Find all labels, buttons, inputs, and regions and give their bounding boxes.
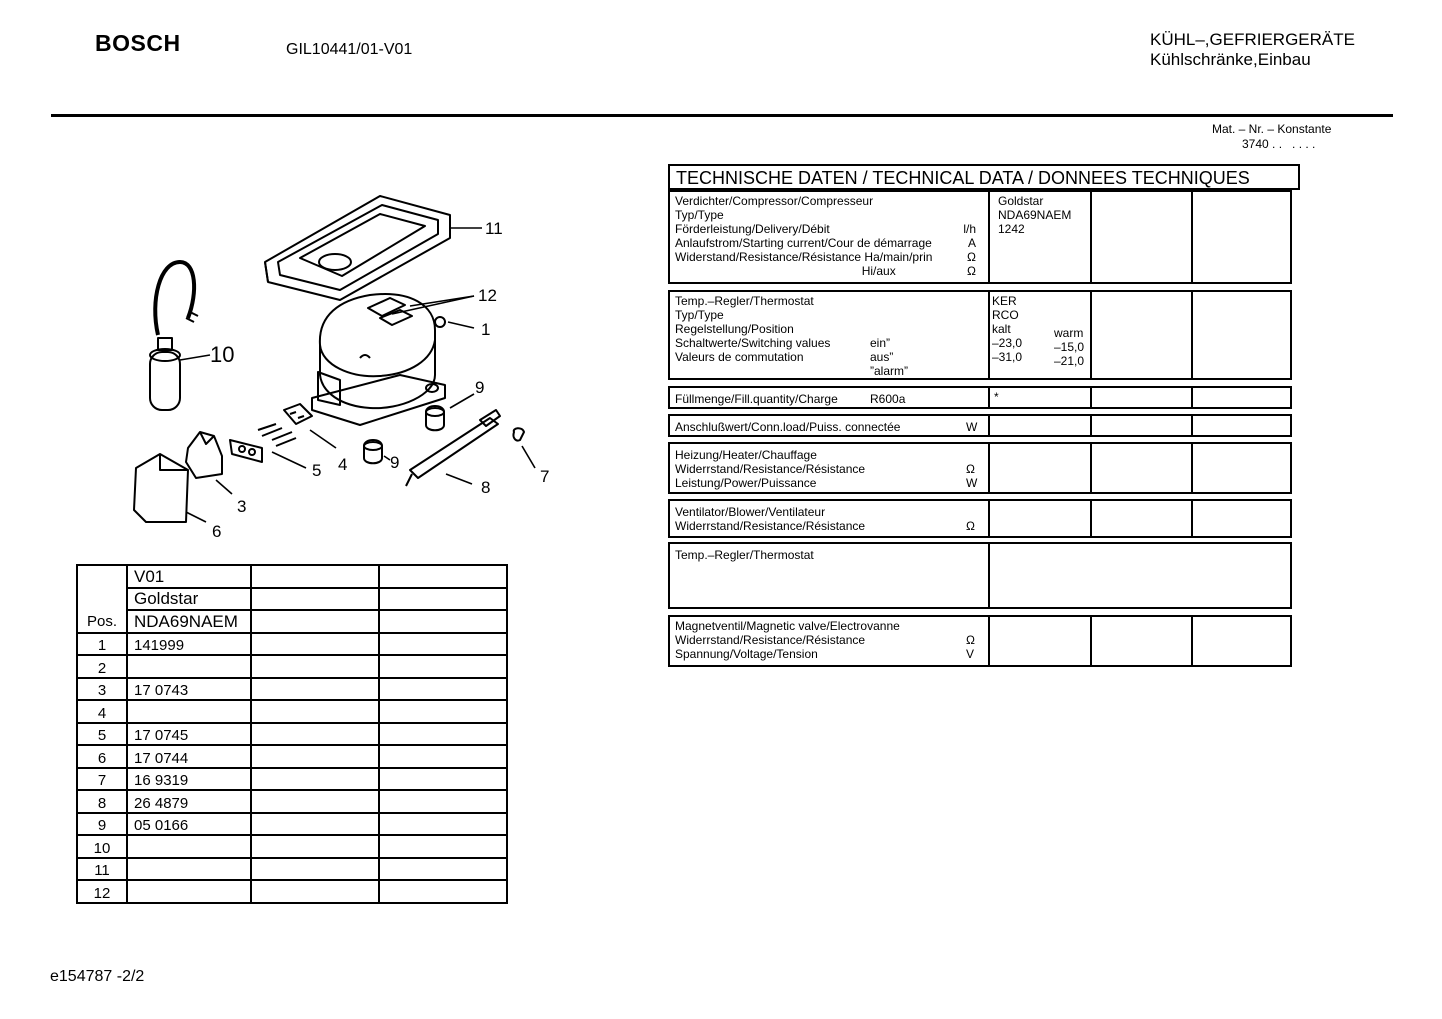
empty-cell: [251, 588, 379, 611]
part-number-cell: 17 0745: [127, 723, 251, 746]
callout-10: 10: [210, 342, 235, 367]
empty-cell: [251, 835, 379, 858]
callout-7: 7: [540, 467, 550, 486]
blower-labels: Ventilator/Blower/Ventilateur Widerrstand/Resistance/Résistance: [675, 505, 866, 533]
table-row: [77, 700, 507, 723]
empty-cell: [379, 835, 507, 858]
table-row: [77, 723, 507, 746]
charge-value: *: [994, 390, 999, 404]
model-number: GIL10441/01-V01: [286, 41, 413, 58]
pos-cell: 10: [77, 835, 127, 858]
pos-cell: 12: [77, 880, 127, 903]
brand-logo: BOSCH: [95, 30, 181, 56]
part-number-cell: [127, 700, 251, 723]
callout-8: 8: [481, 478, 491, 497]
maker-cell: Goldstar: [127, 588, 251, 611]
thermostat-values-left: KER RCO kalt –23,0 –31,0: [992, 294, 1023, 364]
callout-1: 1: [481, 320, 491, 339]
bracket-part: [406, 410, 500, 486]
part-number-cell: 17 0743: [127, 678, 251, 701]
category-line-1: KÜHL–,GEFRIERGERÄTE: [1150, 30, 1355, 49]
callout-9a: 9: [475, 378, 485, 397]
table-row: [77, 633, 507, 656]
empty-cell: [379, 678, 507, 701]
heater-units: Ω W: [966, 462, 978, 490]
empty-cell: [379, 588, 507, 611]
empty-cell: [379, 880, 507, 903]
part-number-cell: [127, 880, 251, 903]
pos-cell: 8: [77, 790, 127, 813]
load-unit: W: [966, 420, 978, 434]
mat-number: [1212, 122, 1331, 152]
table-row: [77, 880, 507, 903]
thermostat-section: [668, 290, 1292, 380]
clip-part: [284, 404, 312, 424]
part-number-cell: [127, 655, 251, 678]
part-number-cell: 16 9319: [127, 768, 251, 791]
empty-cell: [379, 565, 507, 588]
type-cell: NDA69NAEM: [127, 610, 251, 633]
callout-9b: 9: [390, 453, 400, 472]
table-row: [77, 813, 507, 836]
empty-cell: [379, 633, 507, 656]
table-row: [77, 858, 507, 881]
empty-cell: [251, 655, 379, 678]
empty-cell: [379, 723, 507, 746]
exploded-parts-diagram: [0, 0, 660, 560]
empty-cell: [251, 723, 379, 746]
pos-header: Pos.: [77, 565, 127, 633]
parts-table: [76, 564, 508, 904]
charge-section: [668, 386, 1292, 409]
empty-cell: [379, 813, 507, 836]
empty-cell: [251, 700, 379, 723]
callout-6: 6: [212, 522, 222, 541]
callout-5: 5: [312, 461, 322, 480]
blower-section: [668, 499, 1292, 538]
drip-tray-part: [265, 196, 450, 300]
heater-labels: Heizung/Heater/Chauffage Widerrstand/Resistance/Résistance Leistung/Power/Puissance: [675, 448, 866, 490]
tech-data-title: TECHNISCHE DATEN / TECHNICAL DATA / DONNEES TECHNIQUES: [668, 164, 1300, 190]
heater-section: [668, 442, 1292, 494]
table-row: [77, 835, 507, 858]
compressor-section: [668, 190, 1292, 284]
pos-cell: 5: [77, 723, 127, 746]
empty-cell: [379, 745, 507, 768]
empty-cell: [251, 565, 379, 588]
compressor-labels: Verdichter/Compressor/Compresseur Typ/Type Förderleistung/Delivery/Débit Anlaufstrom/Starting current/Cour de démarrage Widerstand/Resistance/Résistance Ha/main/prin Hi/aux: [675, 194, 933, 278]
relay-part: [186, 432, 222, 478]
empty-cell: [251, 745, 379, 768]
bracket-clip-part: [513, 428, 524, 440]
pos-cell: 2: [77, 655, 127, 678]
empty-cell: [379, 790, 507, 813]
callout-11: 11: [485, 219, 503, 238]
category-line-2: Kühlschränke,Einbau: [1150, 50, 1311, 69]
compressor-part: [312, 294, 445, 425]
table-row: [77, 678, 507, 701]
callout-3: 3: [237, 497, 247, 516]
load-label: Anschlußwert/Conn.load/Puiss. connectée: [675, 420, 901, 434]
empty-cell: [379, 858, 507, 881]
pos-cell: 6: [77, 745, 127, 768]
thermostat-values-right: warm –15,0 –21,0: [1054, 326, 1085, 368]
terminal-block-part: [230, 440, 262, 462]
empty-cell: [251, 880, 379, 903]
valve-units: Ω V: [966, 633, 975, 661]
refrigerant: R600a: [870, 392, 906, 406]
category: [1150, 30, 1355, 70]
cover-part: [134, 454, 188, 522]
pos-cell: 3: [77, 678, 127, 701]
compressor-value: Goldstar NDA69NAEM 1242: [998, 194, 1072, 236]
valve-labels: Magnetventil/Magnetic valve/Electrovanne Widerrstand/Resistance/Résistance Spannung/Voltage/Tension: [675, 619, 900, 661]
pos-cell: 11: [77, 858, 127, 881]
part-number-cell: 26 4879: [127, 790, 251, 813]
charge-label: Füllmenge/Fill.quantity/Charge: [675, 392, 838, 406]
empty-cell: [379, 700, 507, 723]
mat-label: Mat. – Nr. – Konstante: [1212, 122, 1332, 136]
pos-cell: 1: [77, 633, 127, 656]
pos-cell: 4: [77, 700, 127, 723]
empty-cell: [251, 790, 379, 813]
callout-12: 12: [478, 286, 497, 305]
empty-cell: [379, 768, 507, 791]
switch-states: ein” aus” ”alarm”: [870, 336, 908, 378]
part-number-cell: 17 0744: [127, 745, 251, 768]
empty-cell: [251, 633, 379, 656]
callout-4: 4: [338, 455, 348, 474]
load-section: [668, 414, 1292, 437]
part-number-cell: 141999: [127, 633, 251, 656]
valve-section: [668, 615, 1292, 667]
document-id: e154787 -2/2: [50, 968, 145, 985]
part-number-cell: [127, 858, 251, 881]
table-row: [77, 790, 507, 813]
thermostat2-section: [668, 542, 1292, 609]
mat-value: 3740 . . . . . .: [1242, 137, 1316, 151]
table-row: [77, 768, 507, 791]
empty-cell: [379, 610, 507, 633]
screw-parts: [258, 424, 296, 446]
pos-cell: 9: [77, 813, 127, 836]
compressor-units: l/h A Ω Ω: [963, 222, 976, 278]
thermostat2-label: Temp.–Regler/Thermostat: [675, 548, 814, 562]
pos-cell: 7: [77, 768, 127, 791]
empty-cell: [251, 610, 379, 633]
variant-cell: V01: [127, 565, 251, 588]
blower-units: Ω: [966, 519, 975, 533]
thermostat-labels: Temp.–Regler/Thermostat Typ/Type Regelstellung/Position Schaltwerte/Switching values Valeurs de commutation: [675, 294, 831, 364]
capacitor-part: [150, 262, 198, 410]
empty-cell: [251, 678, 379, 701]
empty-cell: [251, 813, 379, 836]
empty-cell: [251, 768, 379, 791]
empty-cell: [379, 655, 507, 678]
empty-cell: [251, 858, 379, 881]
table-row: [77, 655, 507, 678]
table-row: [77, 745, 507, 768]
part-number-cell: [127, 835, 251, 858]
part-number-cell: 05 0166: [127, 813, 251, 836]
